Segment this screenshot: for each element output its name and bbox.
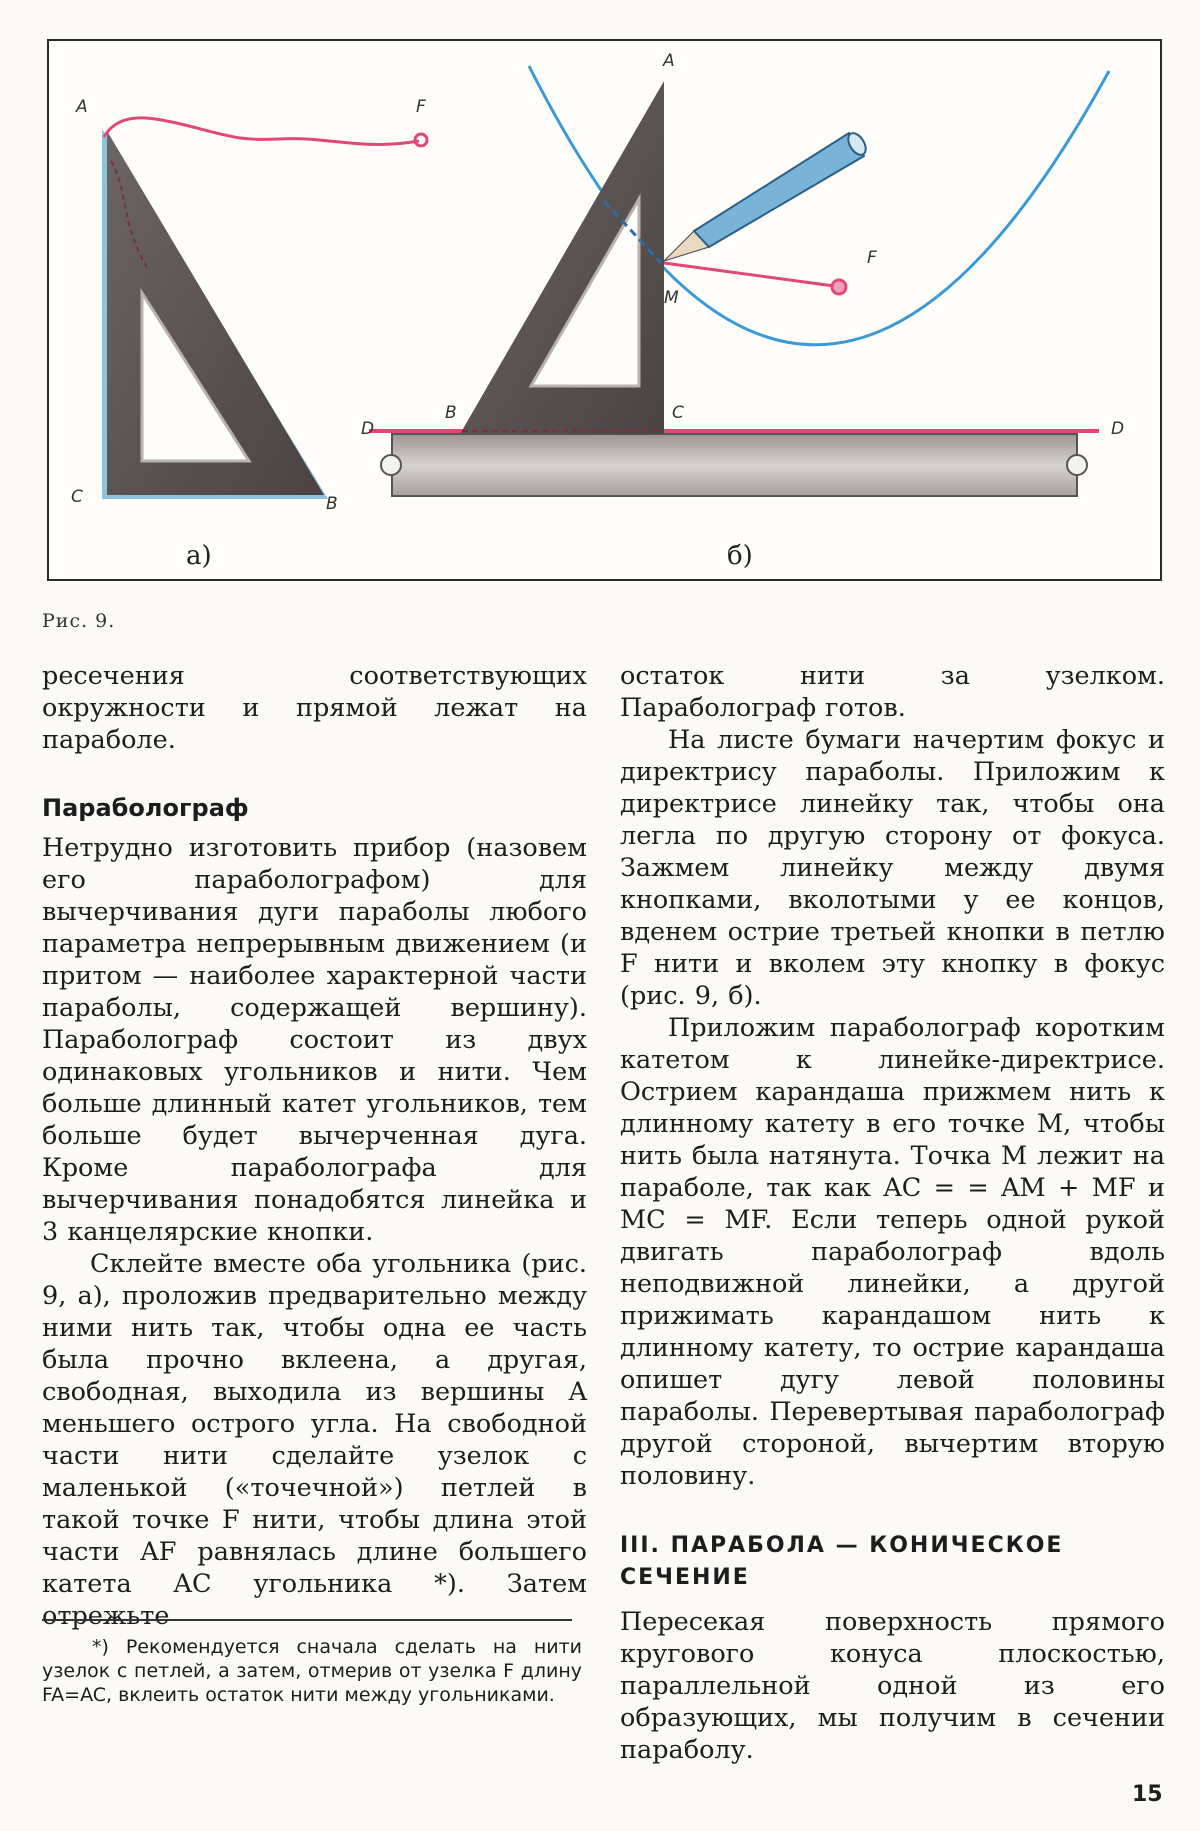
footnote: *) Рекомендуется сначала сделать на нити узелок с петлей, а затем, отмерив от узелка F длину FA=AC, вклеить остаток нити между угольниками.: [42, 1636, 582, 1706]
paragraph: Склейте вместе оба угольника (рис. 9, а), проложив предварительно между ними нить так, чтобы одна ее часть была прочно вклеена, а другая, свободная, выходила из вершины A меньшего острого угла. На свободной части нити сделайте узелок с маленькой («точечной») петлей в такой точке F нити, чтобы длина этой части AF равнялась длине большего катета AC угольника *). Затем отрежьте: [42, 1249, 587, 1631]
footnote-divider: [42, 1619, 572, 1621]
label-b-F: F: [867, 248, 877, 268]
paragraph: На листе бумаги начертим фокус и директрису параболы. Приложим к директрисе линейку так, чтобы она легла по другую сторону от фокуса. Зажмем линейку между двумя кнопками, вколотыми у ее концов, вденем острие третьей кнопки в петлю F нити и вколем эту кнопку в фокус (рис. 9, б).: [620, 725, 1165, 1011]
paragraph: ресечения соответствующих окружности и прямой лежат на параболе.: [42, 661, 587, 755]
right-column: [620, 660, 1165, 1766]
loop-f-b: [832, 280, 846, 294]
chapter-heading: III. ПАРАБОЛА — КОНИЧЕСКОЕ СЕЧЕНИЕ: [620, 1533, 1064, 1590]
section-heading: Параболограф: [42, 794, 249, 822]
label-a-C: C: [71, 487, 83, 507]
page-number: 15: [1132, 1782, 1163, 1807]
triangle-b: [460, 81, 664, 434]
paragraph: Нетрудно изготовить прибор (назовем его параболографом) для вычерчивания дуги параболы любого параметра непрерывным движением (и притом — наиболее характерной части параболы, содержащей вершину). Параболограф состоит из двух одинаковых угольников и нити. Чем больше длинный катет угольников, тем больше будет вычерченная дуга. Кроме параболографа для вычерчивания понадобятся линейка и 3 канцелярские кнопки.: [42, 833, 587, 1247]
triangle-a: [102, 129, 328, 499]
figure-illustration: [49, 41, 1160, 579]
paragraph: Пересекая поверхность прямого кругового конуса плоскостью, параллельной одной из его образующих, мы получим в сечении параболу.: [620, 1607, 1165, 1765]
paragraph: Приложим параболограф коротким катетом к линейке-директрисе. Острием карандаша прижмем нить к длинному катету в его точке M, чтобы нить была натянута. Точка M лежит на параболе, так как AC = = AM + MF и MC = MF. Если теперь одной рукой двигать параболограф вдоль неподвижной линейки, а другой прижимать карандашом нить к длинному катету, то острие карандаша опишет дугу левой половины параболы. Перевертывая параболограф другой стороной, вычертим вторую половину.: [620, 1013, 1165, 1491]
label-a-A: A: [76, 97, 88, 117]
label-b-A: A: [663, 51, 675, 71]
ruler: [369, 431, 1099, 496]
thread-a: [104, 118, 419, 145]
label-b-C: C: [672, 403, 684, 423]
label-b-D-left: D: [361, 419, 375, 439]
label-b-D-right: D: [1111, 419, 1125, 439]
paragraph: остаток нити за узелком. Параболограф готов.: [620, 661, 1165, 723]
figure-9: [47, 39, 1162, 581]
label-a-B: B: [326, 494, 338, 514]
pencil: [664, 130, 869, 261]
label-a-F: F: [416, 97, 426, 117]
label-b-B: B: [445, 403, 457, 423]
subfigure-b-label: б): [727, 541, 753, 571]
subfigure-a-label: а): [186, 541, 212, 571]
label-b-M: M: [664, 288, 679, 308]
left-column: [42, 660, 587, 1632]
thread-b: [664, 263, 834, 286]
figure-caption: Рис. 9.: [42, 610, 116, 632]
